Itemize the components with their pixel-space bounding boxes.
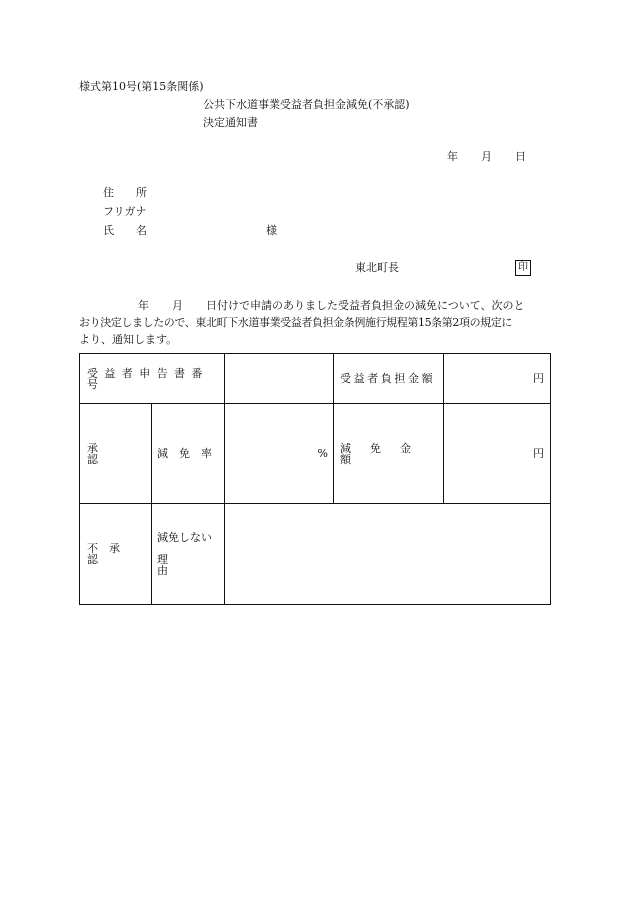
reduction-amount-value[interactable] <box>444 404 550 503</box>
form-number: 様式第10号(第15条関係) <box>79 80 204 93</box>
approval-label-text: 承認 <box>87 441 131 466</box>
application-number-value[interactable] <box>225 354 333 403</box>
body-date-year: 年 <box>138 299 149 312</box>
date-day-label: 日 <box>515 150 526 163</box>
date-year-label: 年 <box>447 150 458 163</box>
reason-label: 理由 <box>157 553 205 577</box>
charge-amount-label: 受益者負担金額 <box>340 372 436 385</box>
date-month-label: 月 <box>481 150 492 163</box>
application-number-label-cell <box>80 354 224 403</box>
disapproval-label: 不承認 <box>87 542 131 566</box>
notice-body-line1 <box>79 297 551 314</box>
charge-amount-yen: 円 <box>533 372 544 385</box>
notice-body <box>79 297 551 348</box>
disapproval-label-cell <box>80 504 151 604</box>
document-title-line1: 公共下水道事業受益者負担金減免(不承認) <box>203 98 410 111</box>
reduction-rate-label: 減免率 <box>157 447 223 460</box>
application-number-label: 受益者申告書番号 <box>87 366 209 391</box>
notice-body-line2: おり決定しましたので、東北町下水道事業受益者負担金条例施行規程第15条第2項の規定に <box>79 316 512 329</box>
document-title-line2: 決定通知書 <box>203 116 258 129</box>
reduction-amount-yen: 円 <box>533 447 544 460</box>
percent-sign: % <box>317 447 328 460</box>
honorific-sama: 様 <box>266 224 277 237</box>
decision-table <box>79 353 551 605</box>
reduction-rate-value[interactable] <box>225 404 333 503</box>
seal-mark: 印 <box>515 260 531 276</box>
issue-date <box>447 151 526 162</box>
address-label: 住 所 <box>103 186 147 199</box>
issuer-name: 東北町長 <box>355 261 399 274</box>
name-label: 氏 名 <box>103 224 147 237</box>
charge-amount-value[interactable] <box>444 354 550 403</box>
reason-value[interactable] <box>225 504 550 604</box>
furigana-label: フリガナ <box>103 205 147 218</box>
notice-body-line3: より、通知します。 <box>79 333 178 346</box>
table-border-right <box>550 353 551 605</box>
no-reduction-label: 減免しない <box>157 531 212 544</box>
body-date-month: 月 <box>172 299 183 312</box>
reduction-rate-label-cell <box>152 404 224 503</box>
approval-label-cell <box>80 404 151 503</box>
reduction-amount-label: 減免金額 <box>340 441 430 466</box>
body-line1-text: 日付けで申請のありました受益者負担金の減免について、次のと <box>206 299 525 312</box>
approval-label <box>87 443 146 465</box>
table-border-bottom <box>79 604 551 605</box>
reduction-amount-label-cell <box>334 404 443 503</box>
no-reduction-reason-label-cell <box>152 504 224 604</box>
charge-amount-label-cell <box>334 354 443 403</box>
